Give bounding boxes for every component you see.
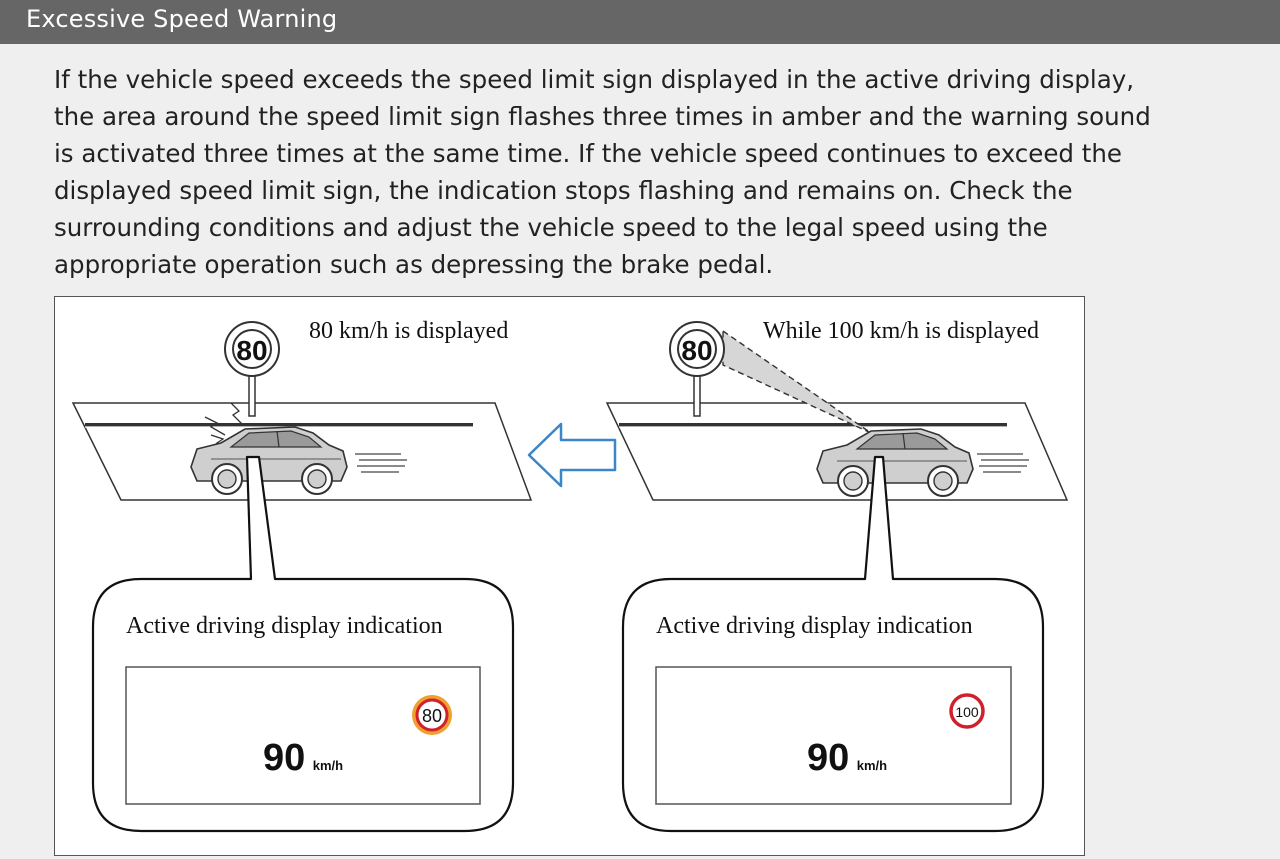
red-speed-limit-sign-icon: [951, 695, 983, 727]
description-line: If the vehicle speed exceeds the speed limit sign displayed in the active driving display,: [54, 65, 1134, 94]
transition-arrow-icon: [529, 424, 615, 486]
left-sign-pole: [249, 372, 255, 416]
speed-limit-sign-icon: [670, 322, 724, 376]
right-display-panel: [656, 667, 1011, 804]
right-scene: [607, 318, 1067, 831]
left-caption: 80 km/h is displayed: [309, 318, 509, 344]
section-header: [0, 0, 1280, 44]
description-line: appropriate operation such as depressing the brake pedal.: [54, 250, 774, 279]
right-speed-value: 90: [807, 737, 850, 779]
description-line: displayed speed limit sign, the indication stops flashing and remains on. Check the: [54, 176, 1073, 205]
section-title: Excessive Speed Warning: [26, 5, 338, 33]
right-callout-title: Active driving display indication: [656, 613, 973, 639]
right-display-sign-value: 100: [955, 704, 979, 720]
right-caption: While 100 km/h is displayed: [763, 318, 1039, 344]
left-display-panel: [126, 667, 480, 804]
left-speed-unit: km/h: [312, 758, 344, 773]
left-road-sign-value: 80: [236, 335, 268, 366]
left-display-sign-value: 80: [421, 706, 443, 726]
description-line: is activated three times at the same time. If the vehicle speed continues to exceed the: [54, 139, 1122, 168]
speed-warning-illustration: [54, 296, 1085, 856]
left-callout-title: Active driving display indication: [126, 613, 443, 639]
right-speed-unit: km/h: [856, 758, 888, 773]
right-sign-pole: [694, 372, 700, 416]
description-line: the area around the speed limit sign flashes three times in amber and the warning sound: [54, 102, 1151, 131]
amber-speed-limit-sign-icon: [412, 695, 452, 735]
speed-limit-sign-icon: [225, 322, 279, 376]
left-speed-value: 90: [263, 737, 306, 779]
left-scene: [73, 318, 531, 831]
illustration-canvas: [55, 297, 1085, 856]
description-line: surrounding conditions and adjust the vehicle speed to the legal speed using the: [54, 213, 1048, 242]
right-road-sign-value: 80: [681, 335, 713, 366]
description-paragraph: [54, 61, 1234, 283]
